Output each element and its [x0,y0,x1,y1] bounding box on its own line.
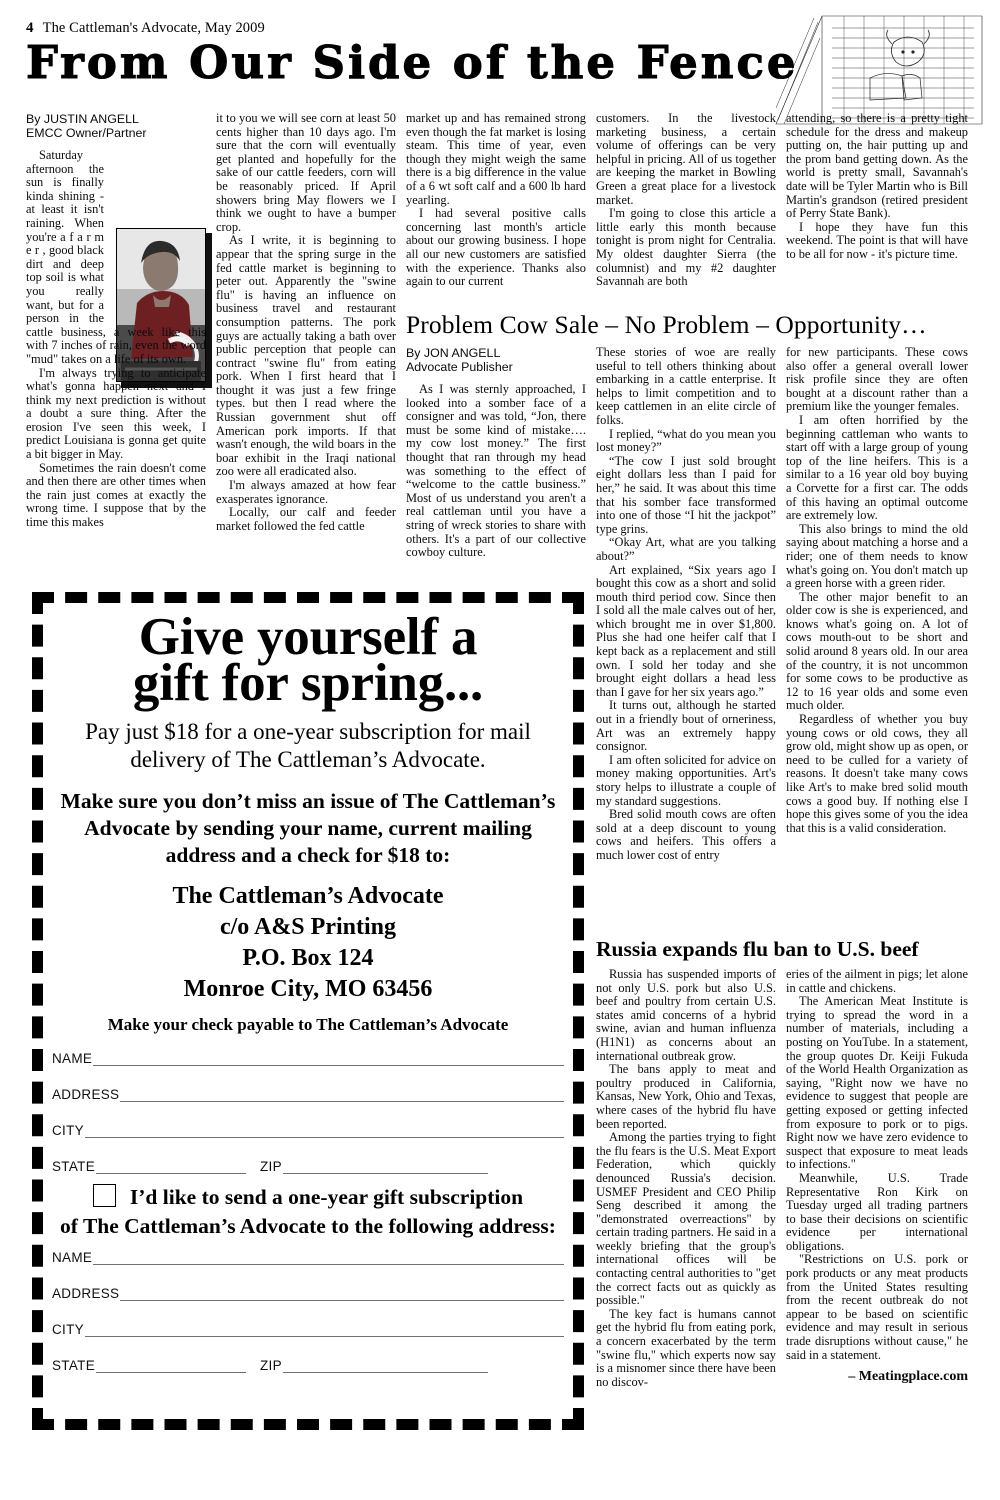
fence-byline [26,112,206,140]
gift-zip-label: ZIP [260,1358,282,1373]
gift-address-label: ADDRESS [52,1286,120,1301]
problem-cow-c3-p1: for new participants. These cows also offer a general overall lower risk profile since they are often bought at a discount rather than a premium like the younger females. [786,345,968,414]
russia-c1-p3: Among the parties trying to fight the flu fears is the U.S. Meat Export Federation, which quickly denounced Russia's decision. USMEF President and CEO Philip Seng described it among the "demonstrated overreactions" by certain trading partners. He said in a weekly briefing that the group's international offices will be contacting central authorities to "get the correct facts out as quickly as possible." [596,1130,776,1308]
fence-c2-p3: I'm always amazed at how fear exasperates ignorance. [216,478,396,506]
gift-form-row-address [52,1286,564,1301]
problem-cow-c3-p5: Regardless of whether you buy young cows or old cows, they all grow old, might show up as open, or need to be culled for a variety of reasons. It doesn't take many cows like Art's to make bred solid mouth cows a good buy. If nothing else I hope this gives some of you the idea that this is a valid consideration. [786,712,968,835]
russia-c1-p4: The key fact is humans cannot get the hybrid flu from eating pork, a concern exacerbated by the term "swine flu," which experts now say is a misnomer since there have been no discov- [596,1306,776,1389]
fence-c3-p2: I had several positive calls concerning last month's article about our growing business. I hope all our new customers are satisfied with the experience. Thanks also again to our current [406,206,586,289]
fence-c2-p1: it to you we will see corn at least 50 cents higher than 10 days ago. I'm sure that the corn will eventually get planted and hopefully for the sake of our cattle feeders, corn will be reasonably priced. If April showers bring May flowers we I think we ought to have a bumper crop. [216,111,396,234]
problem-cow-column-3 [786,346,968,835]
gift-form-row-name [52,1250,564,1265]
folio-line [26,20,265,37]
problem-cow-c2-p3: “The cow I just sold brought eight dollars less than I paid for her,” he said. It was about this time that his somber face transformed into one of those “I hit the jackpot” type grins. [596,453,776,536]
fence-column-5 [786,112,968,262]
russia-column-1 [596,968,776,1389]
gift-name-label: NAME [52,1250,93,1265]
state-label: STATE [52,1159,96,1174]
russia-c2-p4: "Restrictions on U.S. pork or pork products or any meat products from the United States resulting from the recent outbreak do not appear to be based on scientific evidence and may result in serious trade disruptions without cause," he said in a statement. [786,1252,968,1362]
problem-cow-c2-p7: I am often solicited for advice on money making opportunities. Art's story helps to illustrate a couple of my standard suggestions. [596,752,776,808]
fence-c5-p1: attending, so there is a pretty tight schedule for the dress and makeup putting on, the hair putting up and the prom band getting down. As the world is pretty small, Savannah's date will be Tyler Martin who is Bill Martin's grandson (retired president of Perry State Bank). [786,111,968,221]
problem-cow-c2-p5: Art explained, “Six years ago I bought this cow as a short and solid mouth third period cow. Since then I sold all the male calves out of her, which brought me in over $1,800. Plus she had one heifer calf that I kept back as a replacement and still own. I sold her today and she brought eight dollars a head less than I gave for her six years ago.” [596,562,776,699]
russia-c1-p1: Russia has suspended imports of not only U.S. pork but also U.S. beef and poultry from certain U.S. states amid concerns of a hybrid swine, avian and human influenza (H1N1) as concerns about an international outbreak grow. [596,967,776,1063]
name-label: NAME [52,1051,93,1066]
fence-c3-p1: market up and has remained strong even though the fat market is losing steam. This time of year, even though they might weigh the same there is a big difference in the value of a 6 wt soft calf and a 600 lb hard yearling. [406,111,586,207]
problem-cow-column-2 [596,346,776,863]
ad-address-line-1: The Cattleman’s Advocate [172,883,444,909]
fence-column-2 [216,112,396,533]
fence-c2-p2: As I write, it is beginning to appear that the spring surge in the fed cattle market is beginning to peter out. Apparently the "swine flu" is having an influence on business travel and restaurant consumption patterns. The pork guys are actually taking a bath over public perception that people can contract "swine flu" from eating pork. When I first heard that I thought it was just a few fringe types. but then I read where the Russian government shut off American pork imports. If that wasn't enough, the wild boars in the boar exhibit in the Iraqi national zoo were all eradicated also. [216,233,396,479]
name-input[interactable] [93,1054,564,1066]
fence-p2: I'm always trying to anticipate what's gonna happen next and I think my next prediction is without a doubt a sure thing. After the erosion I've seen this week, I predict Louisiana is gonna get quite a bit bigger in May. [26,365,206,462]
gift-subscription-checkbox[interactable] [93,1184,116,1207]
ad-payable-note: Make your check payable to The Cattleman’s Advocate [107,1015,509,1034]
address-input[interactable] [120,1090,564,1102]
state-input[interactable] [96,1162,246,1174]
fence-byline-title: EMCC Owner/Partner [26,126,147,140]
gift-state-label: STATE [52,1358,96,1373]
subscription-advertisement [32,592,584,1430]
problem-cow-c1-p1: As I was sternly approached, I looked into a somber face of a consigner and was told, “Jon, there must be some kind of mistake…. my cow lost money.” The first thought that ran through my head was something to the effect of “welcome to the cattle business.” Most of us understand you aren't a real cattleman until you have a string of wreck stories to share with others. It's a part of our collective cowboy culture. [406,382,586,560]
subscriber-form [52,1051,564,1174]
ad-address-line-2: c/o A&S Printing [219,914,396,940]
problem-cow-column-1 [406,346,586,560]
page-number: 4 [26,20,34,36]
ad-address-line-4: Monroe City, MO 63456 [183,976,433,1002]
russia-c2-p3: Meanwhile, U.S. Trade Representative Ron Kirk on Tuesday urged all trading partners to base their decisions on scientific evidence per international obligations. [786,1170,968,1253]
gift-line-1: I’d like to send a one-year gift subscription [129,1185,524,1209]
problem-cow-c3-p3: This also brings to mind the old saying about matching a horse and a rider; one of them needs to know what's going on. You don't match up a green horse with a green rider. [786,521,968,591]
fence-column-1 [26,112,206,582]
fence-p1: Saturday afternoon the sun is finally kinda shining - at least it isn't raining. When you're a f a r m e r , good black dirt and deep top soil is what you really want, but for a person in the cattle business, a week like this with 7 inches of rain, even the word "mud" takes on a life of its own. [26,148,206,366]
problem-cow-c2-p4: “Okay Art, what are you talking about?” [596,535,776,563]
problem-cow-c2-p8: Bred solid mouth cows are often sold at a deep discount to young cows and heifers. This offers a much lower cost of entry [596,807,776,862]
russia-column-2 [786,968,968,1384]
form-row-address [52,1087,564,1102]
russia-attribution: – Meatingplace.com [848,1369,968,1385]
fence-c4-p1: customers. In the livestock marketing business, a certain volume of offerings can be very helpful in pricing. All of us together are keeping the market in Bowling Green a great place for a livestock market. [596,111,776,207]
fence-c5-p2: I hope they have fun this weekend. The point is that will have to be all for now - it's picture time. [786,219,968,261]
gift-form-row-state-zip [52,1358,564,1373]
problem-cow-headline: Problem Cow Sale – No Problem – Opportunity… [406,310,927,339]
coupon-content [52,606,564,1373]
problem-cow-byline [406,346,586,374]
russia-c1-p2: The bans apply to meat and poultry produced in California, Kansas, New York, Ohio and Texas, where cases of the hybrid flu have been reported. [596,1062,776,1131]
zip-input[interactable] [283,1162,488,1174]
ad-headline-line-2: gift for spring... [132,654,484,712]
zip-label: ZIP [260,1159,282,1174]
ad-subhead: Pay just $18 for a one-year subscription for mail delivery of The Cattleman’s Advocate. [85,719,531,772]
gift-subscription-block [52,1184,564,1240]
gift-form-row-city [52,1322,564,1337]
gift-recipient-form [52,1250,564,1373]
problem-cow-c2-p6: It turns out, although he started out in a friendly bout of orneriness, Art was an extremely happy consignor. [596,698,776,754]
russia-headline: Russia expands flu ban to U.S. beef [596,937,919,961]
ad-instruction: Make sure you don’t miss an issue of The Cattleman’s Advocate by sending your name, current mailing address and a check for $18 to: [60,789,556,867]
fence-byline-author: By JUSTIN ANGELL [26,112,139,126]
problem-cow-byline-title: Advocate Publisher [406,360,513,374]
publication-name: The Cattleman's Advocate, May 2009 [42,20,265,36]
city-input[interactable] [85,1126,564,1138]
address-label: ADDRESS [52,1087,120,1102]
fence-c2-p4: Locally, our calf and feeder market followed the fed cattle [216,505,396,533]
gift-zip-input[interactable] [283,1361,488,1373]
fence-column-3 [406,112,586,289]
decorative-engraving [774,8,986,126]
gift-city-input[interactable] [85,1325,564,1337]
ad-headline-line-1: Give yourself a [138,608,478,666]
russia-c2-p2: The American Meat Institute is trying to spread the word in a number of materials, including a posting on YouTube. In a statement, the group quotes Dr. Keiji Fukuda of the World Health Organization as saying, "Right now we have no evidence to suggest that people are getting exposed or getting infected from exposure to pork or to pigs. Right now we have zero evidence to suspect that exposure to meat leads to infections." [786,994,968,1172]
problem-cow-byline-author: By JON ANGELL [406,346,501,360]
problem-cow-c2-p2: I replied, “what do you mean you lost money?” [596,426,776,455]
problem-cow-c3-p2: I am often horrified by the beginning cattleman who wants to start off with a large group of young top of the line heifers. This is a similar to a 16 year old boy buying a Corvette for a first car. The odds of this having an optimal outcome are extremely low. [786,412,968,523]
photo-text-wrap-shim [104,149,206,325]
form-row-state-zip [52,1159,564,1174]
gift-city-label: CITY [52,1322,84,1337]
fence-p3: Sometimes the rain doesn't come and then there are other times when the rain just comes at exactly the wrong time. I suppose that by the time this makes [26,460,206,530]
problem-cow-c2-p1: These stories of woe are really useful to tell others thinking about embarking in a cattle enterprise. It helps to limit competition and to keep cattlemen in an elite circle of folks. [596,345,776,427]
gift-address-input[interactable] [120,1289,564,1301]
page-title: From Our Side of the Fence [26,36,799,89]
form-row-city [52,1123,564,1138]
russia-c2-p1: eries of the ailment in pigs; let alone in cattle and chickens. [786,967,968,995]
problem-cow-c3-p4: The other major benefit to an older cow is she is experienced, and knows what's going on. A lot of cows mouth-out to be short and solid around 8 years old. In our area of the country, it is not uncommon for some cows to be productive as 12 to 16 year olds and some even much older. [786,589,968,713]
fence-c4-p2: I'm going to close this article a little early this month because tonight is prom night for Centralia. My oldest daughter Sierra (the columnist) and my #2 daughter Savannah are both [596,206,776,289]
city-label: CITY [52,1123,84,1138]
ad-address-line-3: P.O. Box 124 [242,945,374,971]
ad-mailing-address [52,881,564,1005]
fence-column-4 [596,112,776,289]
gift-name-input[interactable] [93,1253,564,1265]
gift-state-input[interactable] [96,1361,246,1373]
gift-line-2: of The Cattleman’s Advocate to the following address: [60,1214,556,1238]
form-row-name [52,1051,564,1066]
